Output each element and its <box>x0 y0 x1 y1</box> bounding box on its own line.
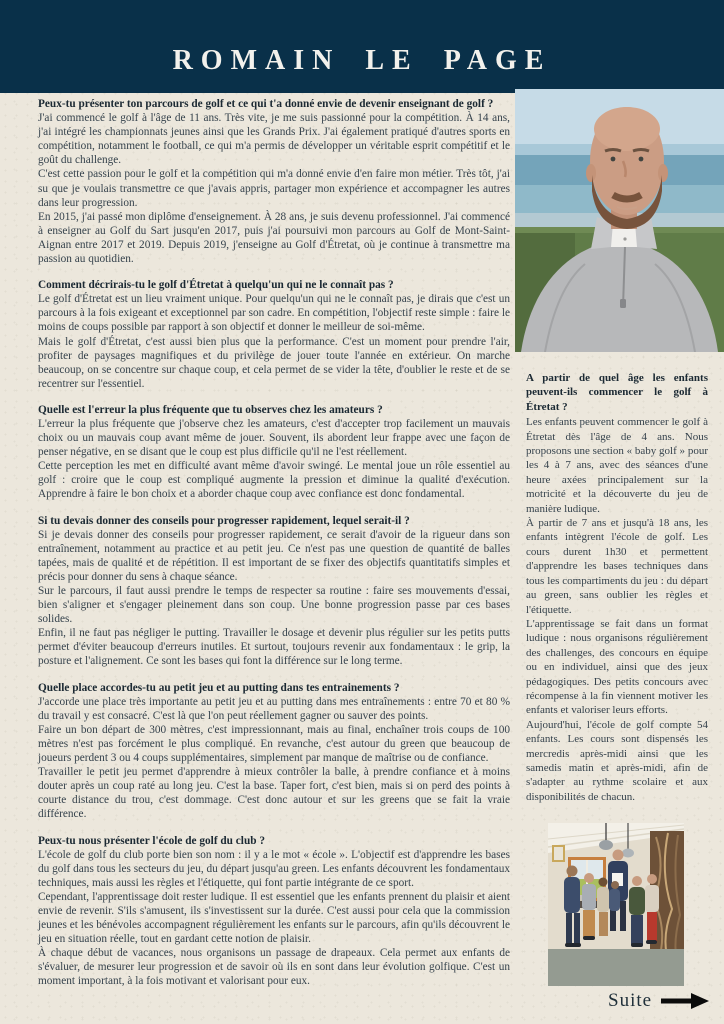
qa-block <box>38 97 510 266</box>
interview-column <box>38 97 510 1001</box>
question-heading: Quelle est l'erreur la plus fréquente que tu observes chez les amateurs ? <box>38 403 383 416</box>
answer-paragraph: Si je devais donner des conseils pour progresser rapidement, ce serait d'avoir de la rigueur dans son entraînement, notamment au practice et au petit jeu. Ce n'est pas une question de quantité de balles tapées, mais de qualité et de répétition. Il est important de se fixer des objectifs quantitatifs simples et précis pour donner du sens à chaque séance. <box>38 528 510 583</box>
answer-paragraph: Le golf d'Étretat est un lieu vraiment unique. Pour quelqu'un qui ne le connaît pas, je dirais que c'est un parcours à la fois exigeant et exceptionnel par son cadre. En compétition, l'objectif reste simple : faire le moins de coups possible par rapport à son objectif et donner le meilleur de soi-même. <box>38 293 510 334</box>
answer-paragraph: Travailler le petit jeu permet d'apprendre à mieux contrôler la balle, à prendre confiance et à moins douter après un coup raté au long jeu. C'est la base. Taper fort, c'est bien, mais si on perd des points à courte distance du trou, c'est dommage. C'est donc autour et sur les greens que se fait la vraie différence. <box>38 766 510 821</box>
answer-paragraph: L'erreur la plus fréquente que j'observe chez les amateurs, c'est d'accepter trop facilement un mauvais choix ou un mauvais coup avant même de jouer. Souvent, ils abordent leur frappe avec une façon de penser négative, en se disant que le coup est plus difficile qu'il ne l'est réellement. <box>38 417 510 459</box>
golf-school-illustration <box>548 823 684 986</box>
answer-text <box>38 292 510 391</box>
answer-text <box>38 417 510 502</box>
page-continuation <box>608 988 712 1014</box>
question-heading: Comment décrirais-tu le golf d'Étretat à quelqu'un qui ne le connaît pas ? <box>38 279 394 292</box>
header-banner <box>0 0 724 93</box>
answer-paragraph: J'ai commencé le golf à l'âge de 11 ans. Très vite, je me suis passionné pour la compétition. À 14 ans, j'ai intégré les championnats jeunes ainsi que les Grands Prix. J'ai également pratiqué d'autres sports en compétition, notamment le football, ce qui m'a permis de développer un véritable esprit compétitif et le goût du challenge. <box>38 112 510 167</box>
qa-block <box>38 681 510 822</box>
arrow-right-icon <box>661 993 709 1009</box>
qa-block <box>38 278 510 391</box>
answer-paragraph: Sur le parcours, il faut aussi prendre le temps de respecter sa routine : faire ses mouvements d'essai, bien s'aligner et s'engager pleinement dans son coup. Une bonne progression passe par ces bases solides. <box>38 585 510 626</box>
question-heading: Si tu devais donner des conseils pour progresser rapidement, lequel serait-il ? <box>38 514 410 527</box>
sidebar-paragraph: À partir de 7 ans et jusqu'à 18 ans, les enfants intègrent l'école de golf. Les cours durent 1h30 et permettent d'apprendre les bases techniques dans tous les compartiments du jeu : du départ au green, sans oublier les règles et l'étiquette. <box>526 517 708 616</box>
answer-text <box>38 695 510 822</box>
answer-paragraph: Faire un bon départ de 300 mètres, c'est impressionnant, mais au final, enchaîner trois coups de 100 mètres n'est pas forcément le plus compliqué. En revanche, c'est autour du green que beaucoup de joueurs perdent 3 ou 4 coups supplémentaires, simplement par manque de maîtrise ou de confiance. <box>38 723 510 765</box>
question-heading: Peux-tu nous présenter l'école de golf du club ? <box>38 834 265 847</box>
qa-block <box>38 403 510 502</box>
answer-paragraph: Enfin, il ne faut pas négliger le putting. Travailler le dosage et devenir plus régulier sur les petits putts permet d'éviter beaucoup d'erreurs inutiles. Et surtout, toujours revenir aux fondamentaux : le grip, la posture et l'alignement. Ce sont les bases qui font la différence sur le long terme. <box>38 627 510 668</box>
answer-paragraph: C'est cette passion pour le golf et la compétition qui m'a donné envie d'en faire mon métier. Très tôt, j'ai su que je voulais transmettre ce que j'avais appris, partager mon expérience et accompagner les autres dans leur progression. <box>38 168 510 209</box>
question-heading: Quelle place accordes-tu au petit jeu et au putting dans tes entrainements ? <box>38 681 400 694</box>
sidebar-paragraph: Les enfants peuvent commencer le golf à Étretat dès l'âge de 4 ans. Nous proposons une section « baby golf » pour les 4 à 7 ans, avec des séances d'une heure axées principalement sur la motricité et la découverte du jeu de manière ludique. <box>526 416 708 515</box>
portrait-illustration <box>515 89 724 352</box>
question-heading: Peux-tu présenter ton parcours de golf et ce qui t'a donné envie de devenir enseignant de golf ? <box>38 98 494 110</box>
page-title: ROMAIN LE PAGE <box>172 45 552 76</box>
answer-paragraph: J'accorde une place très importante au petit jeu et au putting dans mes entraînements : entre 70 et 80 % du travail y est consacré. C'est là que l'on peut réellement gagner ou sauver des points. <box>38 695 510 722</box>
answer-text <box>38 848 510 989</box>
sidebar-question-heading: A partir de quel âge les enfants peuvent-ils commencer le golf à Étretat ? <box>526 372 708 413</box>
portrait-photo <box>515 89 724 352</box>
suite-label: Suite <box>608 990 653 1011</box>
golf-school-photo <box>548 823 684 986</box>
sidebar-paragraph: Aujourd'hui, l'école de golf compte 54 enfants. Les cours sont dispensés les mercredis après-midi ainsi que les samedis matin et après-midi, afin de s'adapter au rythme scolaire et aux disponibilités de chacun. <box>526 718 708 803</box>
qa-block <box>38 834 510 989</box>
answer-paragraph: Cette perception les met en difficulté avant même d'avoir swingé. Le mental joue un rôle essentiel au golf : croire que le coup est compliqué augmente la pression et diminue la qualité d'exécution. Apprendre à faire le bon choix et a aborder chaque coup avec confiance est donc fondamental. <box>38 460 510 501</box>
qa-block <box>38 514 510 669</box>
answer-text <box>38 111 510 266</box>
answer-paragraph: Mais le golf d'Étretat, c'est aussi bien plus que la performance. C'est un moment pour prendre l'air, profiter de paysages magnifiques et du privilège de jouer toute l'année en extérieur. On marche beaucoup, on se concentre sur chaque coup, et cela permet de se vider la tête, d'oublier le reste et de se recentrer sur l'essentiel. <box>38 335 510 390</box>
answer-paragraph: En 2015, j'ai passé mon diplôme d'enseignement. À 28 ans, je suis devenu professionnel. J'ai commencé à enseigner au Golf du Sart jusqu'en 2017, puis j'ai poursuivi mon parcours au Golf de Mont-Saint-Aignan entre 2017 et 2019. Depuis 2019, j'enseigne au Golf d'Étretat, où je continue à transmettre ma passion au quotidien. <box>38 210 510 266</box>
answer-paragraph: Cependant, l'apprentissage doit rester ludique. Il est essentiel que les enfants prennent du plaisir et aient envie de revenir. S'ils s'amusent, ils s'investissent sur la durée. C'est aussi pour cela que la commission jeunes et les bénévoles accompagnent régulièrement les enfants sur le parcours, afin qu'ils découvrent le jeu en situation réelle, tout en gardant cette notion de plaisir. <box>38 890 510 946</box>
answer-paragraph: L'école de golf du club porte bien son nom : il y a le mot « école ». L'objectif est d'apprendre les bases du golf dans tous les secteurs du jeu, du départ jusqu'au green. Les enfants découvrent les fondamentaux techniques, mais aussi les règles et l'étiquette, qui font partie intégrante de ce sport. <box>38 848 510 889</box>
sidebar-paragraph: L'apprentissage se fait dans un format ludique : nous organisons régulièrement des challenges, des concours en équipe ou en individuel, ainsi que des jeux pédagogiques. Des petits concours avec récompense à la fin viennent motiver les enfants et valoriser leurs efforts. <box>526 617 708 717</box>
answer-text <box>38 528 510 669</box>
sidebar-column <box>526 371 708 804</box>
answer-paragraph: À chaque début de vacances, nous organisons un passage de drapeaux. Cela permet aux enfants de s'évaluer, de mesurer leur progression et de savoir où ils en sont dans leur évolution golfique. C'est un moment important, à la fois motivant et valorisant pour eux. <box>38 947 510 988</box>
